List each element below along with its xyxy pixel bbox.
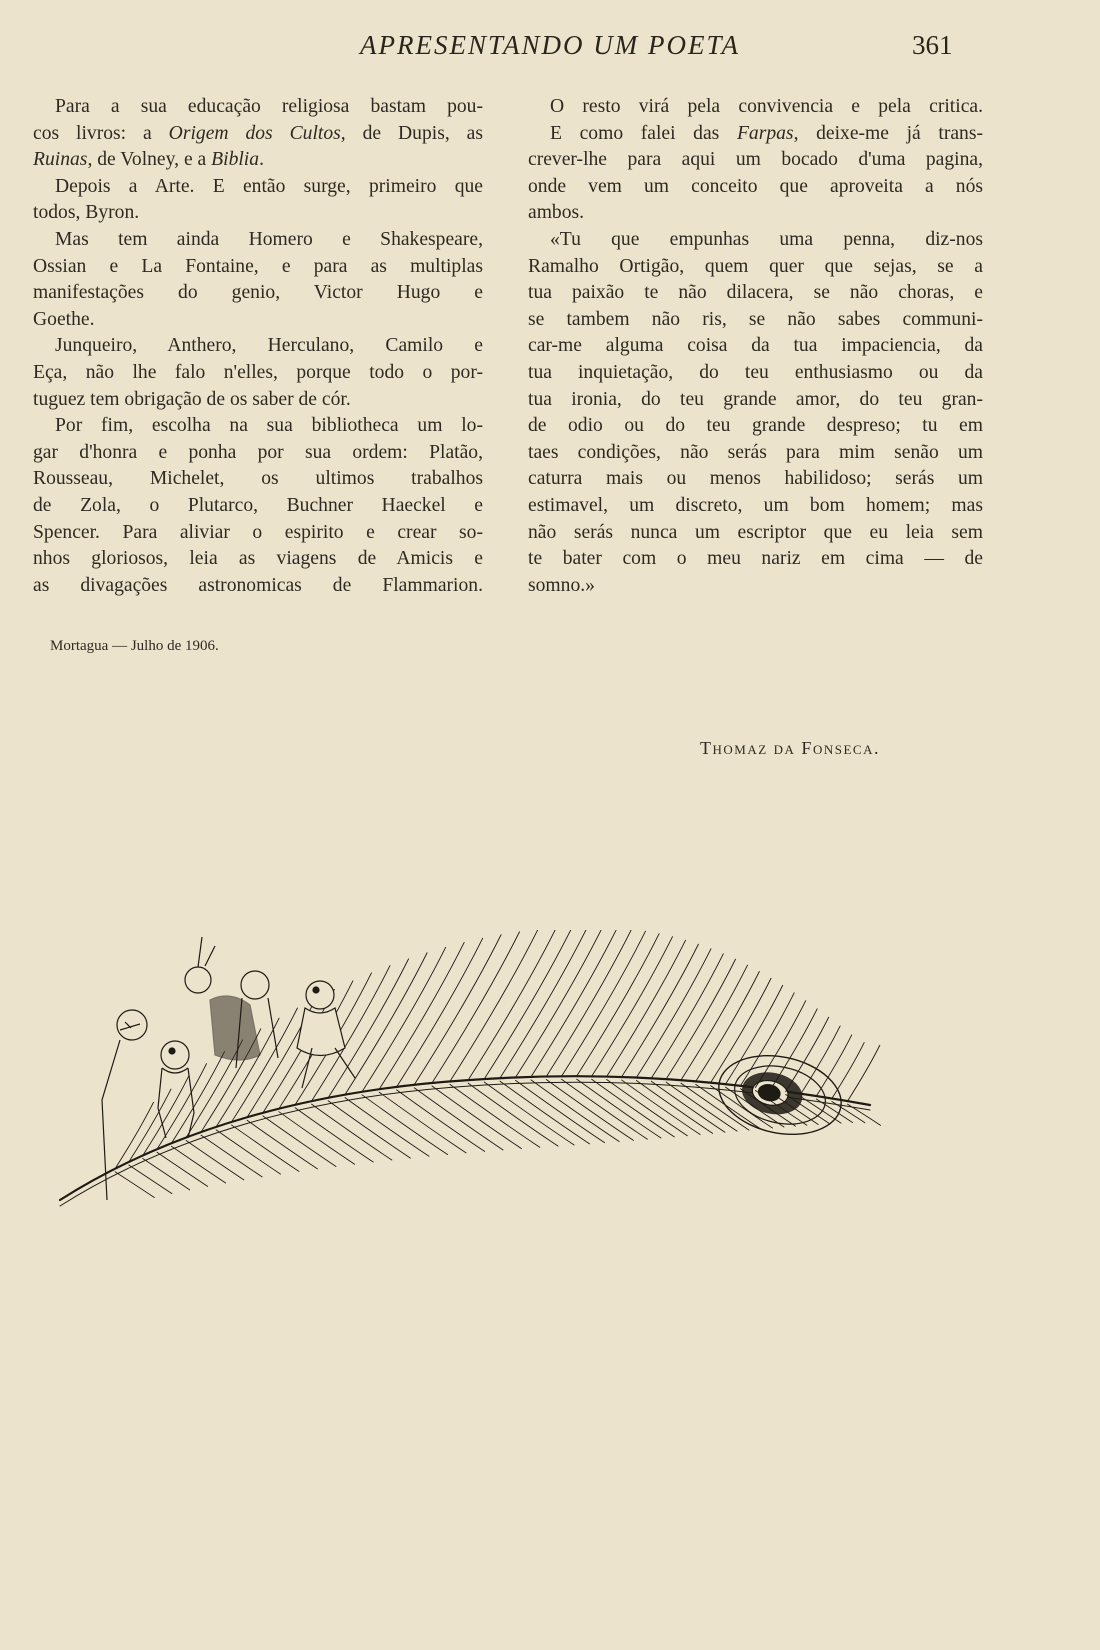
text-line: manifestações do genio, Victor Hugo e	[33, 282, 483, 304]
text-line: Depois a Arte. E então surge, primeiro que	[55, 175, 483, 197]
text-line: de odio ou do teu grande despreso; tu em	[528, 415, 983, 437]
right-text-column	[528, 94, 983, 599]
text-line: Rousseau, Michelet, os ultimos trabalhos	[33, 468, 483, 490]
text-line: estimavel, um discreto, um bom homem; mas	[528, 494, 983, 516]
feather-barb	[186, 1141, 244, 1180]
left-text-column	[33, 94, 483, 599]
text-line	[528, 121, 983, 148]
text-line: «Tu que empunhas uma penna, diz-nos	[550, 228, 983, 250]
italic-title: Origem dos Cultos	[168, 122, 341, 144]
feather-barb	[201, 1135, 262, 1177]
text-line: Goethe.	[33, 308, 95, 330]
text-line: Por fim, escolha na sua bibliotheca um lo-	[55, 415, 483, 437]
feather-barb	[231, 1125, 298, 1171]
text-line: tuguez tem obrigação de os saber de cór.	[33, 388, 351, 410]
text-line: de Zola, o Plutarco, Buchner Haeckel e	[33, 494, 483, 516]
author-signature: Thomaz da Fonseca.	[700, 738, 880, 758]
text-run: .	[259, 149, 264, 171]
place-date-note: Mortagua — Julho de 1906.	[50, 638, 219, 654]
text-line: Spencer. Para aliviar o espirito e crear so-	[33, 521, 483, 543]
feather-barb	[143, 1076, 189, 1155]
feather-barb	[247, 1120, 317, 1169]
feather-barb	[345, 1098, 429, 1157]
feather-barb	[115, 1172, 154, 1198]
text-line: nhos gloriosos, leia as viagens de Amicis e	[33, 548, 483, 570]
feather-barb	[681, 1083, 749, 1130]
feather-barb	[801, 1097, 841, 1123]
feather-barb	[379, 942, 464, 1089]
text-run: , de Dupis, as	[340, 122, 483, 144]
feather-barb	[397, 1090, 485, 1152]
feather-eye	[711, 1045, 848, 1145]
running-head: APRESENTANDO UM POETA	[360, 30, 740, 60]
text-line: tua inquietação, do teu enthusiasmo ou da	[528, 361, 983, 383]
feather-barb	[666, 959, 735, 1079]
feather-barb	[279, 1112, 355, 1165]
feather-barb	[636, 949, 711, 1078]
feather-barb	[171, 1146, 225, 1183]
feather-barb	[725, 985, 782, 1084]
feather-barb	[816, 1035, 851, 1096]
text-line: car-me alguma coisa da tua impaciencia, da	[528, 335, 983, 357]
feather-barb	[143, 1158, 190, 1189]
text-line: O resto virá pela convivencia e pela critica.	[550, 96, 983, 117]
text-line: Mas tem ainda Homero e Shakespeare,	[55, 228, 483, 250]
text-line: somno.»	[528, 574, 595, 596]
text-line: taes condições, não serás para mim senão um	[528, 441, 983, 463]
feather-barb	[681, 965, 748, 1080]
feather-barb	[362, 1095, 448, 1155]
text-line: não serás nunca um escriptor que eu leia sem	[528, 521, 983, 543]
italic-title: Biblia	[211, 149, 260, 171]
text-line: Ossian e La Fontaine, e para as multiplas	[33, 255, 483, 277]
feather-barb	[263, 1116, 336, 1167]
text-line: tua paixão te não dilacera, se não choras, e	[528, 282, 983, 304]
feather-barb	[129, 1165, 172, 1194]
feather-barb	[622, 944, 699, 1077]
feather-barb	[328, 1101, 410, 1158]
feather-barb	[832, 1043, 864, 1099]
text-line: caturra mais ou menos habilidoso; serás um	[528, 468, 983, 490]
italic-title: Ruinas	[33, 149, 88, 171]
text-line: ambos.	[528, 202, 585, 224]
text-run: , deixe-me já trans-	[793, 122, 983, 144]
text-line: se tambem não ris, se não sabes communi-	[528, 308, 983, 330]
feather-barb	[450, 930, 538, 1081]
italic-title: Farpas	[736, 122, 794, 144]
text-line: Ramalho Ortigão, quem quer que sejas, se a	[528, 255, 983, 277]
feather-barb	[450, 1084, 540, 1147]
feather-barb	[129, 1089, 171, 1162]
text-run: cos livros: a	[33, 122, 169, 144]
text-line: tua ironia, do teu grande amor, do teu gran-	[528, 388, 983, 410]
text-line: crever-lhe para aqui um bocado d'uma pagina,	[528, 149, 983, 171]
text-line: Junqueiro, Anthero, Herculano, Camilo e	[55, 335, 483, 357]
text-line: gar d'honra e ponha por sua ordem: Platão,	[33, 441, 483, 463]
text-line: todos, Byron.	[33, 202, 140, 224]
page-number: 361	[912, 30, 953, 60]
text-line	[33, 121, 483, 148]
text-line: onde vem um conceito que aproveita a nós	[528, 175, 983, 197]
text-line: Para a sua educação religiosa bastam pou-	[55, 96, 483, 117]
text-line: Eça, não lhe falo n'elles, porque todo o por-	[33, 361, 483, 383]
text-line: te bater com o meu nariz em cima — de	[528, 548, 983, 570]
figure-group	[102, 937, 355, 1200]
text-run: E como falei das	[550, 122, 737, 144]
feather-barb	[651, 954, 723, 1078]
feather-barb	[295, 1108, 373, 1162]
feather-barb	[468, 1083, 558, 1146]
feather-barb	[847, 1045, 879, 1101]
feather-barb	[157, 1152, 208, 1186]
peacock-feather-illustration	[50, 930, 1000, 1330]
feather-barb	[157, 1064, 207, 1150]
text-line	[33, 147, 483, 174]
feather-barb	[484, 1082, 574, 1145]
text-run: , de Volney, e a	[87, 149, 212, 171]
feather-barb	[312, 1104, 392, 1160]
text-line: as divagações astronomicas de Flammarion.	[33, 574, 483, 596]
feather-barb	[740, 993, 794, 1086]
feather-barb	[397, 938, 483, 1087]
